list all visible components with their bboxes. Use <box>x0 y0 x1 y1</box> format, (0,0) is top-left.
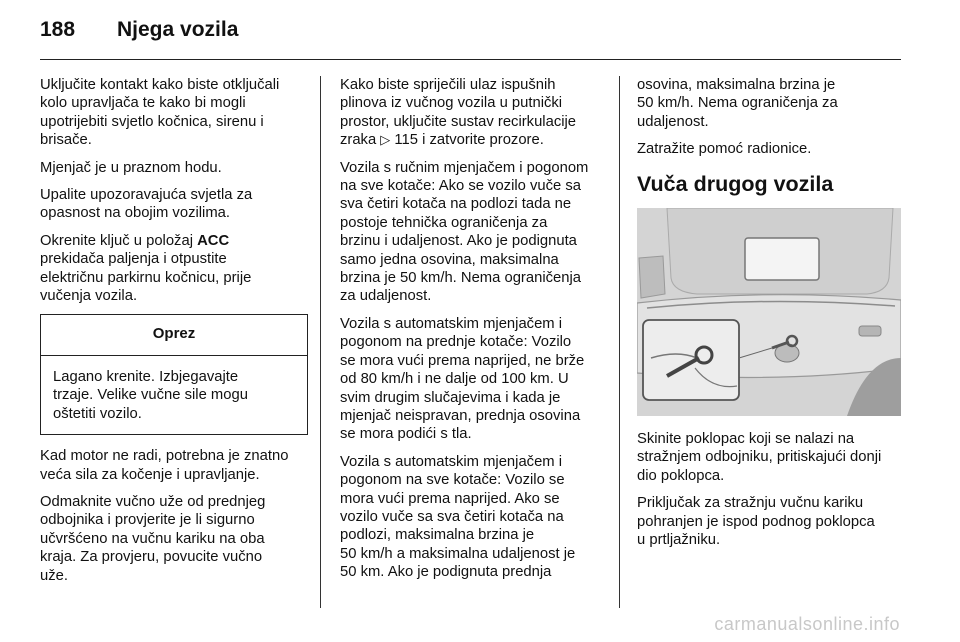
paragraph: Vozila s automatskim mjenjačem i pogonom na prednje kotače: Vozilo se mora vući prema naprijed, ne brže od 80 km/h i ne dalje od 100 km. U svim drugim slučajevima i kada je mjenjač neispravan, prednja osovina se mora podići s tla. <box>340 315 585 443</box>
column-divider-1 <box>320 76 321 608</box>
column-divider-2 <box>619 76 620 608</box>
paragraph <box>340 76 608 150</box>
page-number: 188 <box>40 18 76 41</box>
rear-bumper-towing-eye-illustration-icon <box>637 208 901 416</box>
column-2 <box>340 76 608 591</box>
page-title: Njega vozila <box>117 18 239 41</box>
paragraph: Priključak za stražnju vučnu kariku pohranjen je ispod podnog poklopca u prtljažniku. <box>637 495 875 549</box>
paragraph: Skinite poklopac koji se nalazi na stražnjem odbojniku, pritiskajući donji dio poklopca. <box>637 431 882 484</box>
paragraph: Vozila s automatskim mjenjačem i pogonom na sve kotače: Vozilo se mora vući prema naprijed. Ako se vozilo vuče sa sva četiri kotača na podlozi, maksimalna brzina je 50 km/h a maksimalna udaljenost je 50 km. Ako je podignuta prednja <box>340 453 576 581</box>
header-divider <box>40 59 901 60</box>
page-reference-arrow-icon: ▷ <box>380 132 391 148</box>
text-run: 115 i zatvorite prozore. <box>390 132 544 149</box>
text-run: Kako biste spriječili ulaz ispušnih plinova iz vučnog vozila u putnički prostor, uključite sustav recirkulacije zraka <box>340 77 577 149</box>
paragraph: Vozila s ručnim mjenjačem i pogonom na sve kotače: Ako se vozilo vuče sa sva četiri kotača na podlozi tada ne postoje tehnička ograničenja za brzinu i udaljenost. Ako je podignuta samo jedna osovina, maksimalna brzina je 50 km/h. Nema ograničenja za udaljenost. <box>340 159 589 305</box>
paragraph: osovina, maksimalna brzina je 50 km/h. Nema ograničenja za udaljenost. <box>637 77 838 130</box>
column-1 <box>40 76 308 594</box>
text-run: prekidača paljenja i otpustite električnu parkirnu kočnicu, prije vučenja vozila. <box>40 251 252 305</box>
paragraph <box>40 232 308 306</box>
paragraph: Upalite upozoravajuća svjetla za opasnost na obojim vozilima. <box>40 187 253 222</box>
text-run: Okrenite ključ u položaj <box>40 232 198 249</box>
column-3 <box>637 76 903 558</box>
paragraph: Kad motor ne radi, potrebna je znatno veća sila za kočenje i upravljanje. <box>40 448 289 483</box>
paragraph: Uključite kontakt kako biste otključali kolo upravljača te kako bi mogli upotrijebiti svjetlo kočnica, sirenu i brisače. <box>40 77 280 149</box>
caution-text: Lagano krenite. Izbjegavajte trzaje. Velike vučne sile mogu oštetiti vozilo. <box>53 368 248 422</box>
watermark: carmanualsonline.info <box>714 614 900 634</box>
acc-key-position: ACC <box>197 232 230 249</box>
section-heading: Vuča drugog vozila <box>637 171 834 196</box>
caution-box <box>40 314 308 435</box>
paragraph: Zatražite pomoć radionice. <box>637 141 812 158</box>
paragraph: Mjenjač je u praznom hodu. <box>40 159 222 176</box>
caution-title: Oprez <box>41 315 307 355</box>
paragraph: Odmaknite vučno uže od prednjeg odbojnika i provjerite je li sigurno učvršćeno na vučnu kariku na oba kraja. Za provjeru, povucite vučno uže. <box>40 493 266 584</box>
